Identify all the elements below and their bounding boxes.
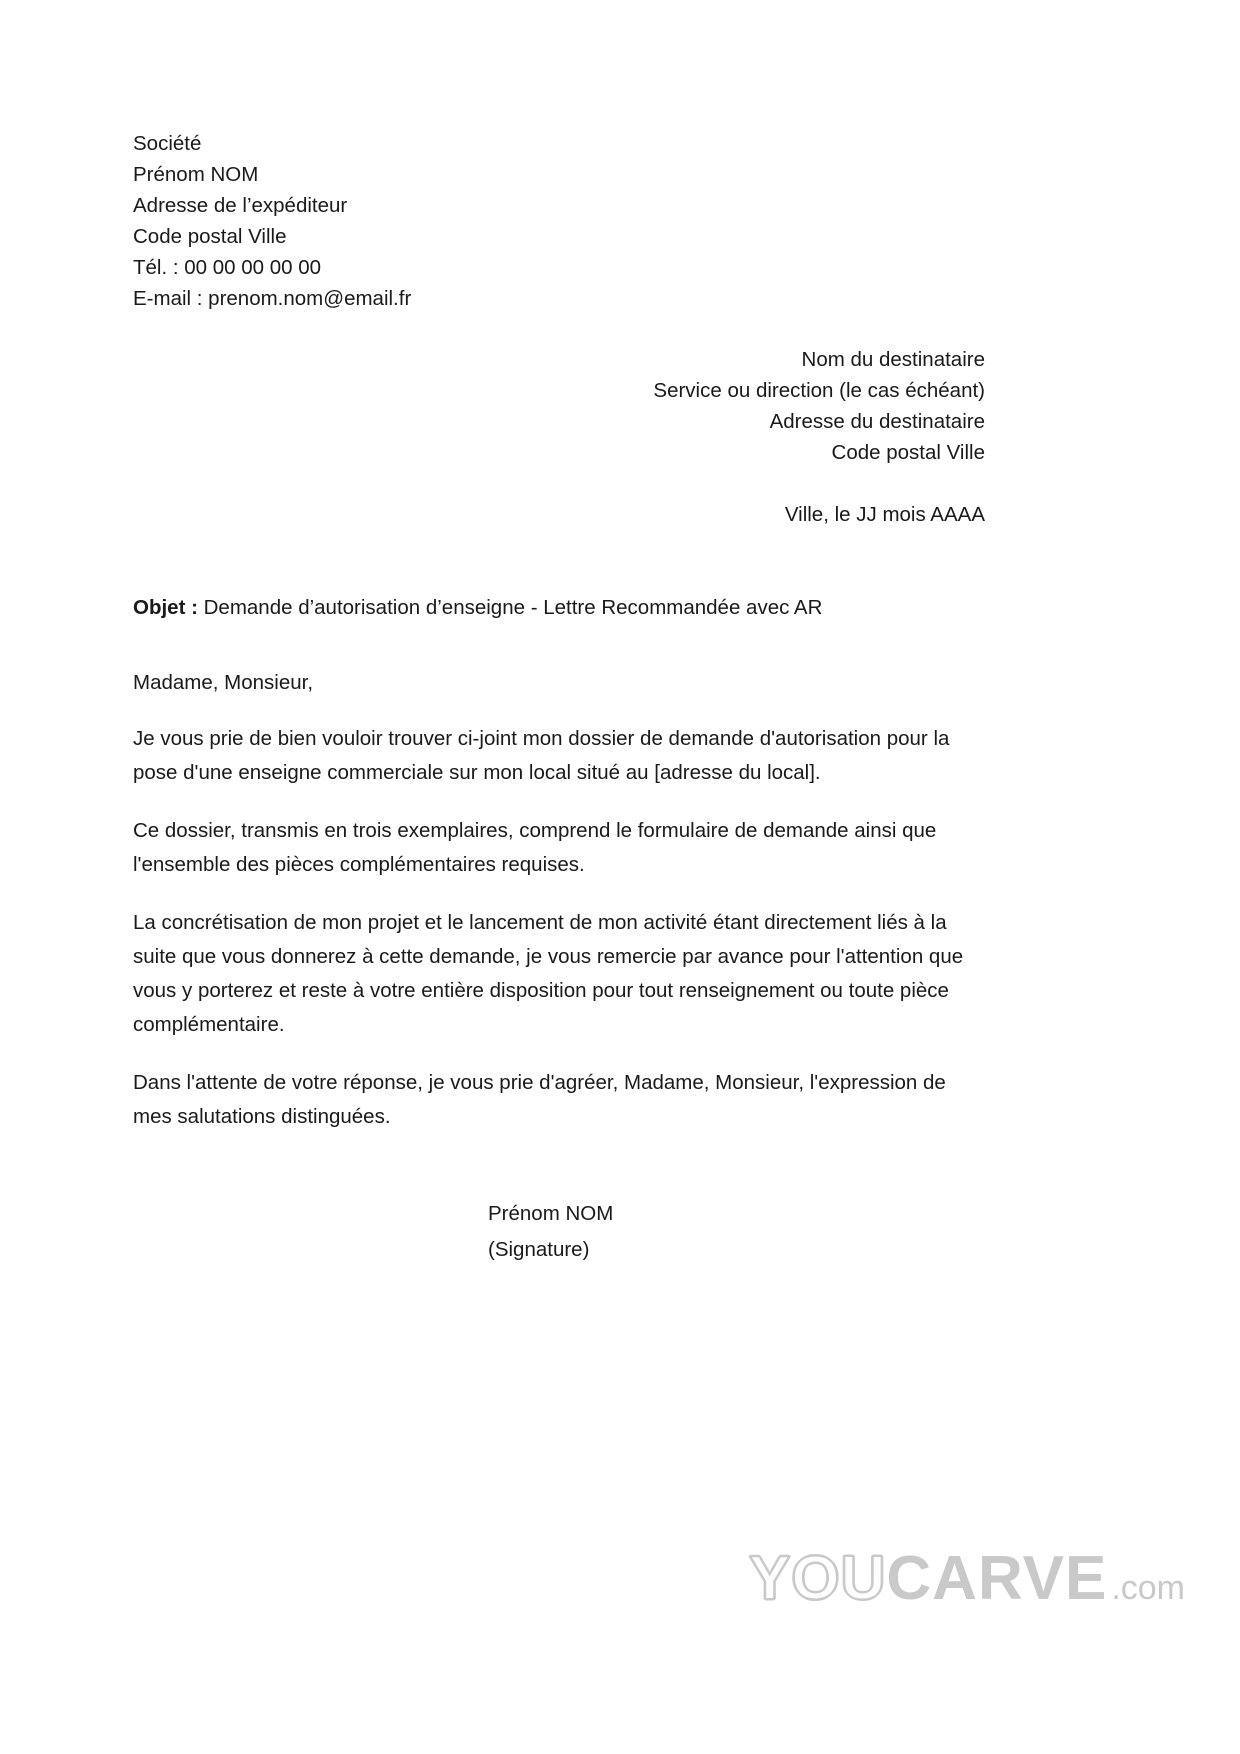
date-location-line: Ville, le JJ mois AAAA (784, 503, 985, 526)
recipient-line-address: Adresse du destinataire (769, 410, 985, 433)
sender-line-postal-city: Code postal Ville (133, 225, 287, 248)
recipient-line-name: Nom du destinataire (801, 348, 985, 371)
watermark-carve-text: CARVE (886, 1544, 1108, 1613)
body-paragraph: Ce dossier, transmis en trois exemplaires, comprend le formulaire de demande ainsi que l'ensemble des pièces complémentaires requises. (133, 819, 937, 876)
sender-line-company: Société (133, 132, 202, 155)
sender-line-email: E-mail : prenom.nom@email.fr (133, 287, 412, 310)
watermark-domain-suffix: .com (1111, 1569, 1185, 1607)
salutation: Madame, Monsieur, (133, 671, 314, 694)
recipient-line-postal-city: Code postal Ville (831, 441, 985, 464)
body-paragraph: La concrétisation de mon projet et le lancement de mon activité étant directement liés à la suite que vous donnerez à cette demande, je vous remercie par avance pour l'attention que vous y porterez et reste à votre entière disposition pour tout renseignement ou toute pièce complémentaire. (133, 911, 964, 1036)
sender-line-name: Prénom NOM (133, 163, 259, 186)
subject-label: Objet : (133, 596, 198, 619)
sender-address-block (133, 128, 985, 314)
body-paragraph: Dans l'attente de votre réponse, je vous prie d'agréer, Madame, Monsieur, l'expression de mes salutations distinguées. (133, 1071, 946, 1128)
subject-text: Demande d’autorisation d’enseigne - Lettre Recommandée avec AR (197, 596, 823, 619)
signature-note: (Signature) (488, 1238, 590, 1261)
recipient-line-service: Service ou direction (le cas échéant) (653, 379, 985, 402)
letter-content (133, 128, 985, 1268)
watermark-you-text: YOU (749, 1544, 887, 1613)
recipient-address-block (133, 344, 985, 468)
signature-name: Prénom NOM (488, 1202, 614, 1225)
subject-line (133, 592, 985, 623)
body-paragraph: Je vous prie de bien vouloir trouver ci-joint mon dossier de demande d'autorisation pour la pose d'une enseigne commerciale sur mon local situé au [adresse du local]. (133, 727, 950, 784)
sender-line-address: Adresse de l’expéditeur (133, 194, 348, 217)
youcarve-watermark (749, 1543, 1185, 1614)
sender-line-phone: Tél. : 00 00 00 00 00 (133, 256, 322, 279)
signature-block (133, 1196, 985, 1268)
